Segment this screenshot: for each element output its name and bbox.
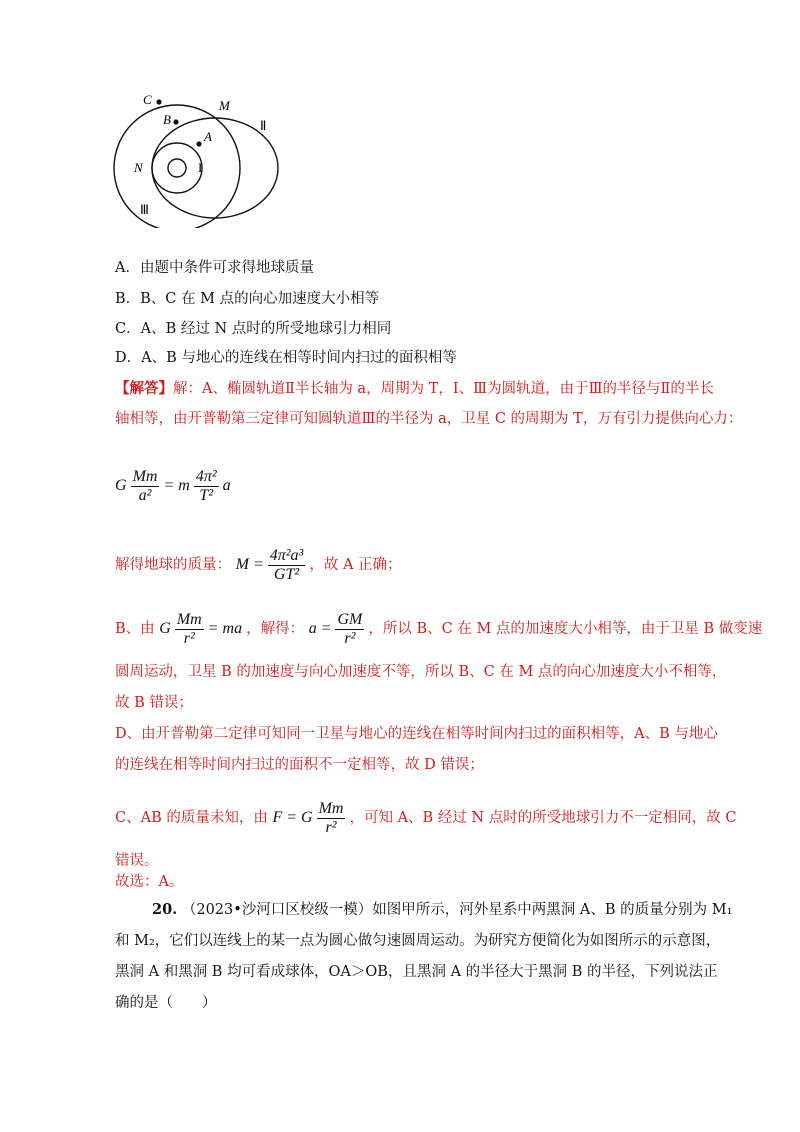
point-a bbox=[196, 141, 201, 146]
answer-line-2: 轴相等，由开普勒第三定律可知圆轨道Ⅲ的半径为 a，卫星 C 的周期为 T，万有引力提供向心力： bbox=[115, 411, 743, 427]
option-a: A．由题中条件可求得地球质量 bbox=[115, 260, 314, 276]
answer-b-line-1: B、由 G $\frac{Mm}{\text{r²}}$ = ma ，解得： a = $\frac{GM}{\text{r²}}$ ，所以 B、C 在 M 点的加速度大小相等，由于卫星 B 做变速 bbox=[115, 611, 763, 647]
option-b: B．B、C 在 M 点的向心加速度大小相等 bbox=[115, 291, 380, 307]
equation-mass: M = $\frac{\text{4π²a³}}{\text{GT²}}$ bbox=[235, 547, 304, 583]
answer-text-1: 解：A、椭圆轨道Ⅱ半长轴为 a，周期为 T，Ⅰ、Ⅲ为圆轨道，由于Ⅲ的半径与Ⅱ的半长 bbox=[173, 381, 714, 397]
equation-force: F = G $\frac{Mm}{\text{r²}}$ bbox=[272, 800, 344, 836]
option-d: D．A、B 与地心的连线在相等时间内扫过的面积相等 bbox=[115, 350, 457, 366]
answer-mass-line: 解得地球的质量： M = $\frac{\text{4π²a³}}{\text{GT²}}$ ，故 A 正确； bbox=[115, 547, 402, 583]
answer-c-line-2: 错误。 bbox=[115, 853, 159, 869]
q20-line-1: 20. （2023•沙河口区校级一模）如图甲所示，河外星系中两黑洞 A、B 的质量分别为 M₁ bbox=[152, 901, 733, 918]
q20-line-2: 和 M₂，它们以连线上的某一点为圆心做匀速圆周运动。为研究方便简化为如图所示的示意图， bbox=[115, 933, 721, 949]
equation-gravity: G $\frac{Mm}{\text{a²}}$ = m $\frac{\text{4π²}}{\text{T²}}$ a bbox=[115, 468, 231, 504]
answer-d-line-1: D、由开普勒第二定律可知同一卫星与地心的连线在相等时间内扫过的面积相等，A、B 与地心 bbox=[115, 726, 718, 742]
label-ii: Ⅱ bbox=[260, 118, 267, 133]
label-i: I bbox=[198, 160, 203, 175]
label-iii: Ⅲ bbox=[140, 202, 149, 217]
answer-b-line-2: 圆周运动，卫星 B 的加速度与向心加速度不等，所以 B、C 在 M 点的向心加速度大小不相等， bbox=[115, 664, 727, 680]
equation-b: G $\frac{Mm}{\text{r²}}$ = ma bbox=[159, 611, 243, 647]
orbit-i bbox=[152, 143, 202, 193]
answer-c-line-1: C、AB 的质量未知，由 F = G $\frac{Mm}{\text{r²}}$ ，可知 A、B 经过 N 点时的所受地球引力不一定相同，故 C bbox=[115, 800, 737, 836]
q20-number: 20. bbox=[152, 901, 178, 918]
orbit-diagram bbox=[100, 88, 300, 228]
point-b bbox=[173, 119, 178, 124]
earth bbox=[168, 159, 186, 177]
label-n: N bbox=[134, 160, 143, 175]
label-m: M bbox=[219, 98, 230, 113]
option-c: C．A、B 经过 N 点时的所受地球引力相同 bbox=[115, 321, 392, 337]
point-c bbox=[156, 99, 161, 104]
answer-choice: 故选：A。 bbox=[115, 874, 184, 890]
q20-line-3: 黑洞 A 和黑洞 B 均可看成球体，OA＞OB，且黑洞 A 的半径大于黑洞 B 的半径，下列说法正 bbox=[115, 964, 718, 980]
label-c: C bbox=[143, 92, 152, 107]
equation-a: a = $\frac{GM}{\text{r²}}$ bbox=[308, 611, 363, 647]
answer-b-line-3: 故 B 错误； bbox=[115, 695, 193, 711]
answer-line-1 bbox=[115, 377, 714, 398]
q20-line-4: 确的是（ ） bbox=[115, 995, 217, 1011]
label-b: B bbox=[163, 112, 171, 127]
orbit-ii bbox=[152, 118, 278, 218]
answer-d-line-2: 的连线在相等时间内扫过的面积不一定相等，故 D 错误； bbox=[115, 757, 484, 773]
label-a: A bbox=[204, 129, 212, 144]
answer-tag: 【解答】 bbox=[115, 380, 173, 397]
